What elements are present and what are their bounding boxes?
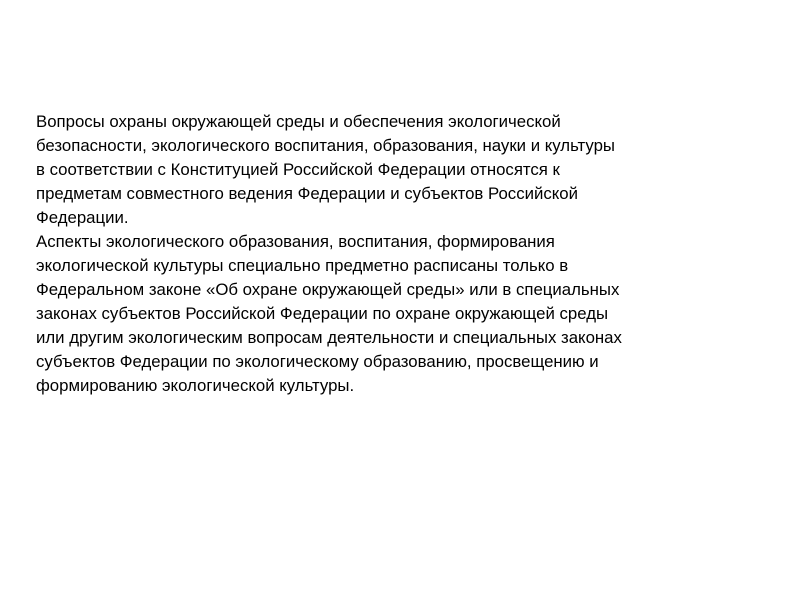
paragraph-federal-law: Аспекты экологического образования, воспитания, формирования экологической культуры специально предметно расписаны только в Федеральном законе «Об охране окружающей среды» или в специальных законах субъектов Российской Федерации по охране окружающей среды или другим экологическим вопросам деятельности и специальных законах субъектов Федерации по экологическому образованию, просвещению и формированию экологической культуры. <box>36 232 622 395</box>
paragraph-constitution: Вопросы охраны окружающей среды и обеспечения экологической безопасности, экологического воспитания, образования, науки и культуры в соответствии с Конституцией Российской Федерации относятся к предметам совместного ведения Федерации и субъектов Российской Федерации. <box>36 112 615 227</box>
slide-body-text <box>36 110 756 398</box>
